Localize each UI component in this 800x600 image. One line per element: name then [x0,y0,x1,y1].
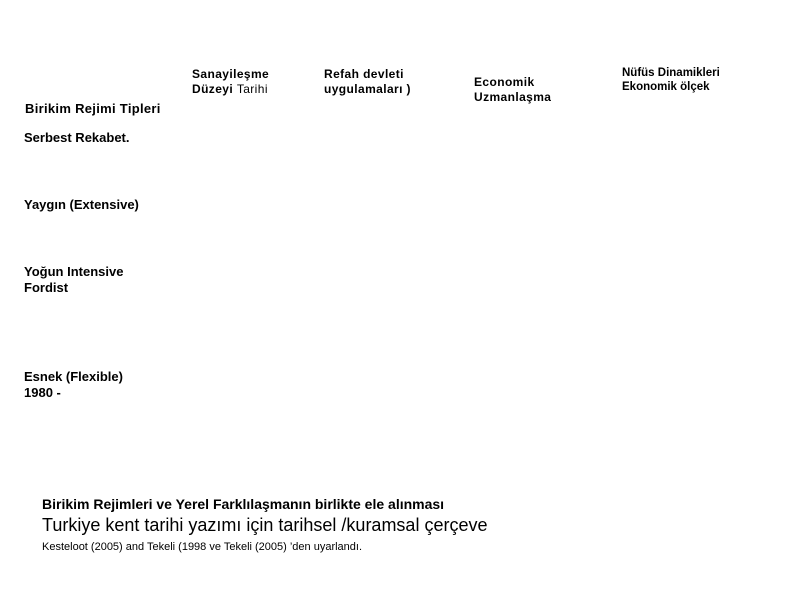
row-label-esnek [24,369,123,401]
column-header-line: Ekonomik ölçek [622,81,710,93]
column-header-line-bold: Düzeyi [192,82,234,96]
column-header-refah [324,67,411,97]
caption-title: Turkiye kent tarihi yazımı için tarihsel /kuramsal çerçeve [42,515,488,535]
row-label-yaygin [24,197,139,213]
row-label-line: Esnek (Flexible) [24,369,123,384]
row-header-title: Birikim Rejimi Tipleri [25,101,161,116]
row-label-yogun [24,264,123,296]
column-header-line: Refah devleti [324,67,404,81]
row-label-line: Serbest Rekabet. [24,130,130,145]
caption-source: Kesteloot (2005) and Tekeli (1998 ve Tekeli (2005) ’den uyarlandı. [42,541,363,553]
column-header-economik [474,75,551,105]
row-label-serbest-rekabet [24,130,130,146]
row-label-line: 1980 - [24,385,61,400]
column-header-line: uygulamaları ) [324,82,411,96]
column-header-line: Sanayileşme [192,67,270,81]
column-header-line-normal: Tarihi [236,82,268,96]
row-label-line: Fordist [24,280,69,295]
column-header-line: Uzmanlaşma [474,90,552,104]
caption-heading: Birikim Rejimleri ve Yerel Farklılaşmanın birlikte ele alınması [42,496,445,512]
column-header-line: Nüfüs Dinamikleri [622,67,720,79]
column-header-nufus [622,66,720,94]
row-label-line: Yaygın (Extensive) [24,197,139,212]
row-label-line: Yoğun Intensive [24,264,124,279]
column-header-line: Economik [474,75,535,89]
column-header-sanayilesme [192,67,269,97]
